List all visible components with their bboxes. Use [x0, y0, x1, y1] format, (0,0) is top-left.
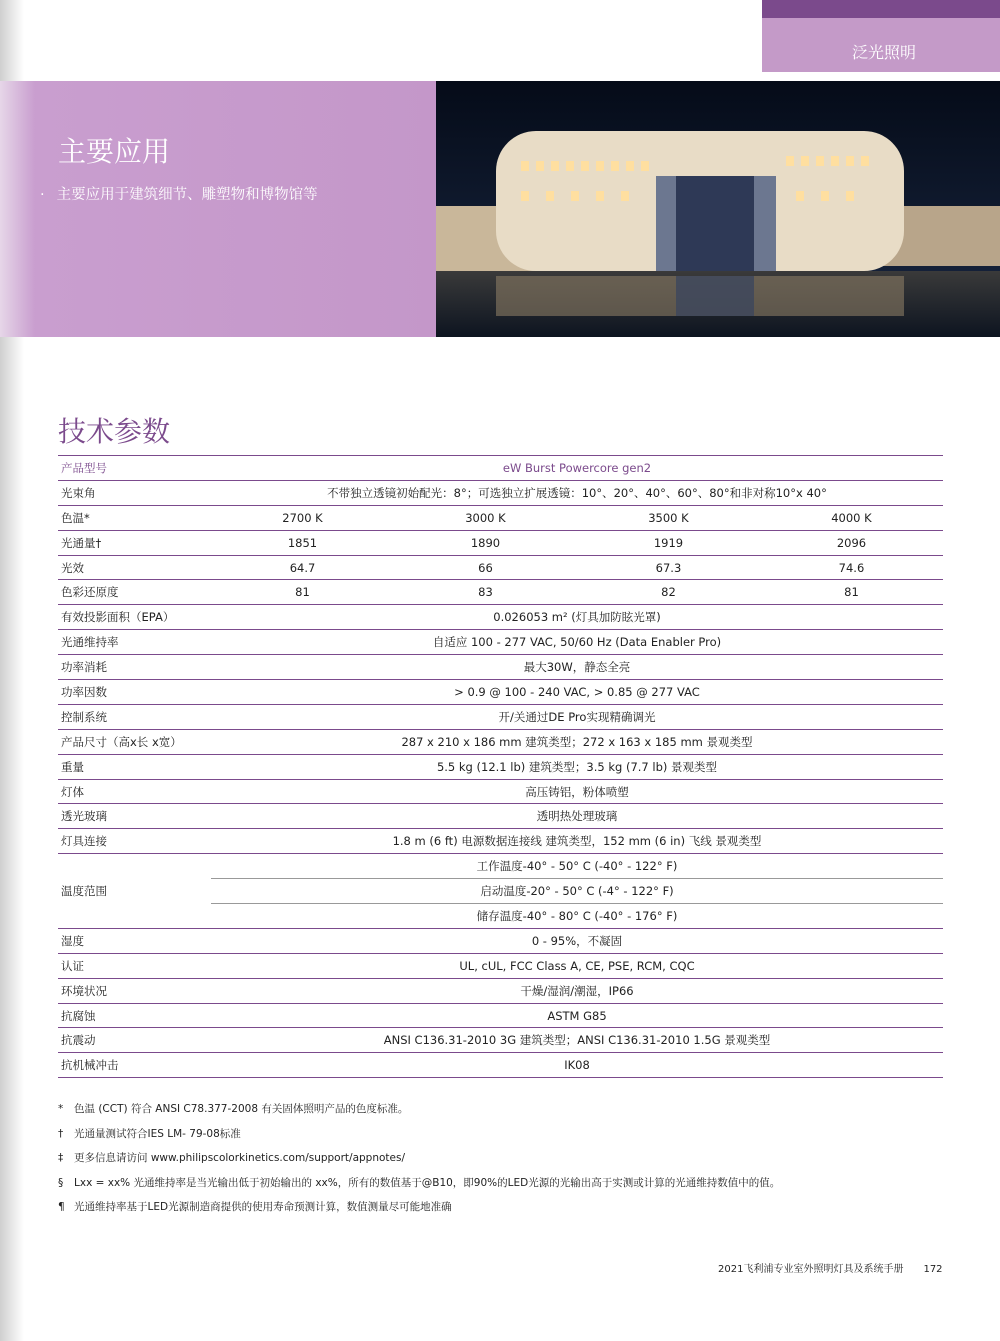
spec-value: ANSI C136.31-2010 3G 建筑类型；ANSI C136.31-2010 1.5G 景观类型 — [211, 1028, 943, 1053]
spec-value: 4000 K — [760, 505, 943, 530]
footnote-symbol: * — [58, 1103, 64, 1115]
spec-header-row — [58, 456, 943, 481]
footnotes — [58, 1100, 780, 1223]
spec-value: 工作温度-40° - 50° C (-40° - 122° F) — [211, 854, 943, 879]
spec-row — [58, 630, 943, 655]
spec-label: 光束角 — [58, 480, 211, 505]
spec-header-value: eW Burst Powercore gen2 — [211, 456, 943, 481]
spec-value: 1851 — [211, 530, 394, 555]
spec-value: 66 — [394, 555, 577, 580]
spec-table — [58, 455, 943, 1078]
spec-row — [58, 605, 943, 630]
spec-row — [58, 480, 943, 505]
spec-label: 光通维持率 — [58, 630, 211, 655]
application-item — [40, 183, 318, 204]
spec-value: 83 — [394, 580, 577, 605]
building-illustration — [436, 81, 1000, 337]
spec-row — [58, 655, 943, 680]
spec-value: 3500 K — [577, 505, 760, 530]
footnote-text: 更多信息请访问 www.philipscolorkinetics.com/support/appnotes/ — [74, 1152, 406, 1164]
spec-row — [58, 1028, 943, 1053]
footnote — [58, 1198, 780, 1223]
spec-label: 色彩还原度 — [58, 580, 211, 605]
spec-value: 3000 K — [394, 505, 577, 530]
spec-label: 有效投影面积（EPA） — [58, 605, 211, 630]
spec-value: 自适应 100 - 277 VAC, 50/60 Hz (Data Enabler Pro) — [211, 630, 943, 655]
spec-label: 光效 — [58, 555, 211, 580]
footnote-symbol: † — [58, 1127, 64, 1140]
spec-value: 不带独立透镜初始配光：8°；可选独立扩展透镜：10°、20°、40°、60°、80°和非对称10°x 40° — [211, 480, 943, 505]
spec-label: 光通量† — [58, 530, 211, 555]
spec-value: 开/关通过DE Pro实现精确调光 — [211, 704, 943, 729]
spec-row — [58, 928, 943, 953]
spec-row-temperature — [58, 854, 943, 879]
spec-label: 产品尺寸（高x长 x宽） — [58, 729, 211, 754]
spec-value: 74.6 — [760, 555, 943, 580]
spec-value: 最大30W，静态全亮 — [211, 655, 943, 680]
spec-label: 功率消耗 — [58, 655, 211, 680]
spec-label: 抗机械冲击 — [58, 1053, 211, 1078]
spec-row — [58, 779, 943, 804]
spec-label: 抗震动 — [58, 1028, 211, 1053]
spec-row — [58, 680, 943, 705]
spec-value: 64.7 — [211, 555, 394, 580]
footnote — [58, 1174, 780, 1199]
spec-row — [58, 729, 943, 754]
spec-label: 温度范围 — [58, 854, 211, 929]
spec-row — [58, 953, 943, 978]
spec-value: 2096 — [760, 530, 943, 555]
spec-label: 灯体 — [58, 779, 211, 804]
specs-title: 技术参数 — [58, 415, 171, 448]
footnote-symbol: ¶ — [58, 1201, 65, 1213]
spec-row — [58, 555, 943, 580]
spec-row — [58, 580, 943, 605]
spec-value: 81 — [211, 580, 394, 605]
spec-value: 287 x 210 x 186 mm 建筑类型；272 x 163 x 185 mm 景观类型 — [211, 729, 943, 754]
bullet: · — [40, 187, 45, 203]
spec-row — [58, 804, 943, 829]
spec-value: 5.5 kg (12.1 lb) 建筑类型；3.5 kg (7.7 lb) 景观类型 — [211, 754, 943, 779]
footnote-symbol: ‡ — [58, 1152, 64, 1164]
footnote — [58, 1125, 780, 1150]
spec-row — [58, 505, 943, 530]
spec-label: 环境状况 — [58, 978, 211, 1003]
spec-value: 2700 K — [211, 505, 394, 530]
spec-label: 控制系统 — [58, 704, 211, 729]
book-title: 2021飞利浦专业室外照明灯具及系统手册 — [718, 1264, 904, 1275]
spec-label: 认证 — [58, 953, 211, 978]
spec-value: 启动温度-20° - 50° C (-4° - 122° F) — [211, 879, 943, 904]
spec-value: 干燥/湿润/潮湿，IP66 — [211, 978, 943, 1003]
page-footer — [718, 1260, 943, 1275]
spec-row — [58, 829, 943, 854]
spec-value: 0 - 95%，不凝固 — [211, 928, 943, 953]
spec-label: 功率因数 — [58, 680, 211, 705]
spec-header-label: 产品型号 — [58, 456, 211, 481]
footnote-text: Lxx = xx% 光通维持率是当光输出低于初始输出的 xx%，所有的数值基于@B10，即90%的LED光源的光输出高于实测或计算的光通维持数值中的值。 — [74, 1176, 781, 1189]
application-panel — [0, 81, 436, 337]
spec-row — [58, 1003, 943, 1028]
page-number: 172 — [923, 1264, 943, 1275]
spec-value: 81 — [760, 580, 943, 605]
spec-value: 高压铸铝，粉体喷塑 — [211, 779, 943, 804]
spec-label: 灯具连接 — [58, 829, 211, 854]
spec-value: IK08 — [211, 1053, 943, 1078]
spec-value: ASTM G85 — [211, 1003, 943, 1028]
spec-label: 抗腐蚀 — [58, 1003, 211, 1028]
spec-row — [58, 530, 943, 555]
building-night-photo — [436, 81, 1000, 337]
spec-value: 67.3 — [577, 555, 760, 580]
footnote-text: 光通维持率基于LED光源制造商提供的使用寿命预测计算，数值测量尽可能地准确 — [74, 1201, 452, 1213]
spec-row — [58, 754, 943, 779]
spec-label: 重量 — [58, 754, 211, 779]
footnote — [58, 1100, 780, 1125]
spec-value: 透明热处理玻璃 — [211, 804, 943, 829]
spec-value: UL, cUL, FCC Class A, CE, PSE, RCM, CQC — [211, 953, 943, 978]
spec-value: 0.026053 m² (灯具加防眩光罩) — [211, 605, 943, 630]
spec-row — [58, 1053, 943, 1078]
application-item-text: 主要应用于建筑细节、雕塑物和博物馆等 — [56, 187, 318, 203]
spec-value: 82 — [577, 580, 760, 605]
section-tag — [762, 0, 1000, 72]
spec-label: 色温* — [58, 505, 211, 530]
spec-row — [58, 978, 943, 1003]
spec-label: 湿度 — [58, 928, 211, 953]
spec-value: > 0.9 @ 100 - 240 VAC, > 0.85 @ 277 VAC — [211, 680, 943, 705]
spec-value: 1890 — [394, 530, 577, 555]
spec-row — [58, 704, 943, 729]
footnote — [58, 1149, 780, 1174]
section-tag-label: 泛光照明 — [851, 43, 916, 62]
spec-value: 1.8 m (6 ft) 电源数据连接线 建筑类型，152 mm (6 in) 飞线 景观类型 — [211, 829, 943, 854]
application-title: 主要应用 — [58, 135, 171, 168]
footnote-text: 色温 (CCT) 符合 ANSI C78.377-2008 有关固体照明产品的色度标准。 — [74, 1103, 409, 1115]
footnote-symbol: § — [58, 1176, 64, 1189]
spec-value: 储存温度-40° - 80° C (-40° - 176° F) — [211, 904, 943, 929]
spec-value: 1919 — [577, 530, 760, 555]
spec-label: 透光玻璃 — [58, 804, 211, 829]
footnote-text: 光通量测试符合IES LM- 79-08标准 — [74, 1127, 241, 1140]
spec-table-body — [58, 456, 943, 1078]
